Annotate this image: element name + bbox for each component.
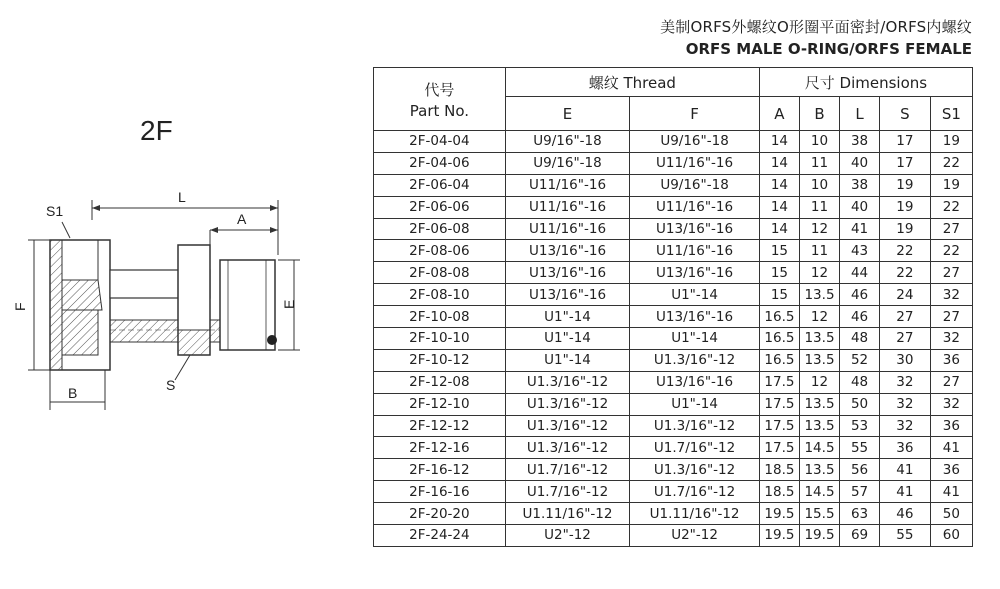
dim-l-cell: 57 xyxy=(840,481,880,503)
dim-l-cell: 44 xyxy=(840,262,880,284)
dim-l-cell: 43 xyxy=(840,240,880,262)
dim-a-cell: 16.5 xyxy=(759,306,799,328)
part-no-cell: 2F-16-16 xyxy=(374,481,506,503)
dim-s1-cell: 22 xyxy=(930,152,972,174)
dim-a-cell: 15 xyxy=(759,284,799,306)
dim-l-cell: 46 xyxy=(840,306,880,328)
dim-s-cell: 30 xyxy=(880,349,931,371)
thread-e-cell: U2"-12 xyxy=(505,525,629,547)
dim-s1-cell: 36 xyxy=(930,415,972,437)
dim-b-cell: 13.5 xyxy=(799,415,839,437)
spec-table-body xyxy=(374,131,973,547)
dim-l-cell: 48 xyxy=(840,371,880,393)
dim-l-cell: 48 xyxy=(840,328,880,350)
col-header-F: F xyxy=(630,97,760,131)
thread-e-cell: U1"-14 xyxy=(505,306,629,328)
col-header-L: L xyxy=(840,97,880,131)
dim-b-cell: 14.5 xyxy=(799,437,839,459)
title-english: ORFS MALE O-RING/ORFS FEMALE xyxy=(685,40,972,58)
dim-s-cell: 19 xyxy=(880,218,931,240)
table-row xyxy=(374,437,973,459)
spec-table xyxy=(373,67,973,547)
part-no-cell: 2F-04-04 xyxy=(374,131,506,153)
dim-a-cell: 17.5 xyxy=(759,415,799,437)
thread-f-cell: U9/16"-18 xyxy=(630,174,760,196)
table-row xyxy=(374,131,973,153)
dim-b-cell: 13.5 xyxy=(799,393,839,415)
dim-s-cell: 41 xyxy=(880,459,931,481)
part-no-cell: 2F-12-10 xyxy=(374,393,506,415)
dim-a-cell: 15 xyxy=(759,262,799,284)
dim-b-cell: 12 xyxy=(799,371,839,393)
thread-f-cell: U13/16"-16 xyxy=(630,218,760,240)
dim-s-cell: 36 xyxy=(880,437,931,459)
table-row xyxy=(374,349,973,371)
dim-a-cell: 14 xyxy=(759,174,799,196)
table-row xyxy=(374,174,973,196)
part-no-cell: 2F-04-06 xyxy=(374,152,506,174)
dim-a-cell: 18.5 xyxy=(759,481,799,503)
part-no-cell: 2F-08-08 xyxy=(374,262,506,284)
dim-s-cell: 17 xyxy=(880,131,931,153)
dim-b-cell: 13.5 xyxy=(799,328,839,350)
dim-l-cell: 38 xyxy=(840,131,880,153)
dim-l-cell: 38 xyxy=(840,174,880,196)
thread-e-cell: U9/16"-18 xyxy=(505,131,629,153)
dim-b-cell: 10 xyxy=(799,174,839,196)
thread-e-cell: U11/16"-16 xyxy=(505,196,629,218)
table-row xyxy=(374,415,973,437)
table-row xyxy=(374,196,973,218)
dim-s1-cell: 41 xyxy=(930,437,972,459)
thread-e-cell: U1.3/16"-12 xyxy=(505,437,629,459)
dim-b-cell: 11 xyxy=(799,240,839,262)
dim-s1-cell: 50 xyxy=(930,503,972,525)
dim-s1-cell: 32 xyxy=(930,393,972,415)
part-no-cell: 2F-06-08 xyxy=(374,218,506,240)
dim-b-cell: 10 xyxy=(799,131,839,153)
part-no-cell: 2F-20-20 xyxy=(374,503,506,525)
thread-f-cell: U1.3/16"-12 xyxy=(630,415,760,437)
thread-f-cell: U2"-12 xyxy=(630,525,760,547)
label-L: L xyxy=(178,189,186,205)
dim-s-cell: 22 xyxy=(880,240,931,262)
part-no-cell: 2F-10-08 xyxy=(374,306,506,328)
thread-f-cell: U1.7/16"-12 xyxy=(630,437,760,459)
col-header-E: E xyxy=(505,97,629,131)
dim-s1-cell: 41 xyxy=(930,481,972,503)
table-row xyxy=(374,503,973,525)
thread-f-cell: U9/16"-18 xyxy=(630,131,760,153)
label-F: F xyxy=(12,302,28,311)
thread-e-cell: U1.11/16"-12 xyxy=(505,503,629,525)
part-no-header xyxy=(374,68,506,131)
dim-s-cell: 41 xyxy=(880,481,931,503)
dim-s1-cell: 27 xyxy=(930,218,972,240)
dim-s1-cell: 27 xyxy=(930,371,972,393)
thread-f-cell: U1"-14 xyxy=(630,328,760,350)
col-header-S: S xyxy=(880,97,931,131)
dim-s1-cell: 60 xyxy=(930,525,972,547)
dim-b-cell: 11 xyxy=(799,196,839,218)
thread-f-cell: U13/16"-16 xyxy=(630,371,760,393)
thread-e-cell: U1.7/16"-12 xyxy=(505,459,629,481)
dim-l-cell: 46 xyxy=(840,284,880,306)
dim-a-cell: 19.5 xyxy=(759,525,799,547)
dim-a-cell: 14 xyxy=(759,131,799,153)
dimensions-header: 尺寸 Dimensions xyxy=(759,68,972,97)
dim-a-cell: 19.5 xyxy=(759,503,799,525)
table-row xyxy=(374,262,973,284)
dim-s-cell: 46 xyxy=(880,503,931,525)
table-row xyxy=(374,240,973,262)
dim-b-cell: 15.5 xyxy=(799,503,839,525)
dim-s-cell: 19 xyxy=(880,174,931,196)
dim-l-cell: 56 xyxy=(840,459,880,481)
part-no-cell: 2F-06-04 xyxy=(374,174,506,196)
thread-f-cell: U13/16"-16 xyxy=(630,306,760,328)
dim-b-cell: 11 xyxy=(799,152,839,174)
dim-s-cell: 27 xyxy=(880,328,931,350)
dim-l-cell: 53 xyxy=(840,415,880,437)
part-no-header-en: Part No. xyxy=(409,101,470,120)
label-S1: S1 xyxy=(46,203,64,219)
thread-header: 螺纹 Thread xyxy=(505,68,759,97)
dim-a-cell: 17.5 xyxy=(759,437,799,459)
part-no-cell: 2F-10-10 xyxy=(374,328,506,350)
dim-s1-cell: 36 xyxy=(930,459,972,481)
dim-a-cell: 16.5 xyxy=(759,349,799,371)
dim-b-cell: 12 xyxy=(799,218,839,240)
dim-b-cell: 14.5 xyxy=(799,481,839,503)
thread-e-cell: U1.3/16"-12 xyxy=(505,415,629,437)
dim-a-cell: 14 xyxy=(759,152,799,174)
table-row xyxy=(374,306,973,328)
dim-l-cell: 52 xyxy=(840,349,880,371)
table-row xyxy=(374,218,973,240)
dim-s-cell: 32 xyxy=(880,371,931,393)
dim-s-cell: 19 xyxy=(880,196,931,218)
dim-b-cell: 19.5 xyxy=(799,525,839,547)
thread-e-cell: U1.3/16"-12 xyxy=(505,393,629,415)
thread-f-cell: U1.7/16"-12 xyxy=(630,481,760,503)
part-no-cell: 2F-06-06 xyxy=(374,196,506,218)
thread-e-cell: U13/16"-16 xyxy=(505,262,629,284)
thread-f-cell: U1.3/16"-12 xyxy=(630,349,760,371)
dim-a-cell: 15 xyxy=(759,240,799,262)
label-E: E xyxy=(281,299,297,309)
dim-l-cell: 50 xyxy=(840,393,880,415)
dim-a-cell: 18.5 xyxy=(759,459,799,481)
part-code: 2F xyxy=(140,115,173,146)
part-no-cell: 2F-24-24 xyxy=(374,525,506,547)
thread-f-cell: U1"-14 xyxy=(630,393,760,415)
dim-s1-cell: 32 xyxy=(930,328,972,350)
col-header-S1: S1 xyxy=(930,97,972,131)
part-no-cell: 2F-08-06 xyxy=(374,240,506,262)
table-row xyxy=(374,525,973,547)
dim-s1-cell: 27 xyxy=(930,262,972,284)
dim-s1-cell: 27 xyxy=(930,306,972,328)
dim-s1-cell: 22 xyxy=(930,196,972,218)
table-row xyxy=(374,328,973,350)
dim-s1-cell: 19 xyxy=(930,174,972,196)
dim-s1-cell: 32 xyxy=(930,284,972,306)
fitting-drawing xyxy=(10,180,310,420)
thread-f-cell: U13/16"-16 xyxy=(630,262,760,284)
thread-f-cell: U11/16"-16 xyxy=(630,196,760,218)
dim-b-cell: 12 xyxy=(799,306,839,328)
col-header-B: B xyxy=(799,97,839,131)
thread-f-cell: U1.3/16"-12 xyxy=(630,459,760,481)
table-row xyxy=(374,481,973,503)
table-row xyxy=(374,152,973,174)
dim-s1-cell: 19 xyxy=(930,131,972,153)
thread-e-cell: U1"-14 xyxy=(505,349,629,371)
table-row xyxy=(374,459,973,481)
dim-l-cell: 69 xyxy=(840,525,880,547)
part-no-cell: 2F-10-12 xyxy=(374,349,506,371)
dim-s1-cell: 36 xyxy=(930,349,972,371)
dim-s-cell: 32 xyxy=(880,415,931,437)
dim-a-cell: 14 xyxy=(759,218,799,240)
dim-l-cell: 63 xyxy=(840,503,880,525)
table-row xyxy=(374,393,973,415)
part-no-cell: 2F-08-10 xyxy=(374,284,506,306)
part-no-header-cn: 代号 xyxy=(424,80,455,99)
thread-e-cell: U11/16"-16 xyxy=(505,174,629,196)
thread-f-cell: U1"-14 xyxy=(630,284,760,306)
dim-b-cell: 13.5 xyxy=(799,459,839,481)
dim-a-cell: 17.5 xyxy=(759,371,799,393)
part-no-cell: 2F-12-08 xyxy=(374,371,506,393)
dim-l-cell: 40 xyxy=(840,196,880,218)
label-A: A xyxy=(237,211,247,227)
dim-l-cell: 41 xyxy=(840,218,880,240)
thread-e-cell: U13/16"-16 xyxy=(505,284,629,306)
dim-l-cell: 40 xyxy=(840,152,880,174)
dim-s-cell: 27 xyxy=(880,306,931,328)
dim-s-cell: 22 xyxy=(880,262,931,284)
dim-s-cell: 55 xyxy=(880,525,931,547)
thread-f-cell: U11/16"-16 xyxy=(630,152,760,174)
label-S: S xyxy=(166,377,176,393)
part-no-cell: 2F-16-12 xyxy=(374,459,506,481)
part-no-cell: 2F-12-12 xyxy=(374,415,506,437)
dim-b-cell: 13.5 xyxy=(799,349,839,371)
thread-e-cell: U1.7/16"-12 xyxy=(505,481,629,503)
dim-b-cell: 12 xyxy=(799,262,839,284)
thread-e-cell: U1"-14 xyxy=(505,328,629,350)
dim-a-cell: 17.5 xyxy=(759,393,799,415)
part-no-cell: 2F-12-16 xyxy=(374,437,506,459)
table-row xyxy=(374,371,973,393)
dim-l-cell: 55 xyxy=(840,437,880,459)
thread-e-cell: U9/16"-18 xyxy=(505,152,629,174)
thread-e-cell: U11/16"-16 xyxy=(505,218,629,240)
thread-e-cell: U13/16"-16 xyxy=(505,240,629,262)
dim-s-cell: 17 xyxy=(880,152,931,174)
dim-b-cell: 13.5 xyxy=(799,284,839,306)
thread-e-cell: U1.3/16"-12 xyxy=(505,371,629,393)
thread-f-cell: U1.11/16"-12 xyxy=(630,503,760,525)
label-B: B xyxy=(68,385,78,401)
dim-a-cell: 14 xyxy=(759,196,799,218)
dim-s1-cell: 22 xyxy=(930,240,972,262)
table-row xyxy=(374,284,973,306)
dim-a-cell: 16.5 xyxy=(759,328,799,350)
dim-s-cell: 24 xyxy=(880,284,931,306)
col-header-A: A xyxy=(759,97,799,131)
title-chinese: 美制ORFS外螺纹O形圈平面密封/ORFS内螺纹 xyxy=(660,18,972,36)
dim-s-cell: 32 xyxy=(880,393,931,415)
thread-f-cell: U11/16"-16 xyxy=(630,240,760,262)
